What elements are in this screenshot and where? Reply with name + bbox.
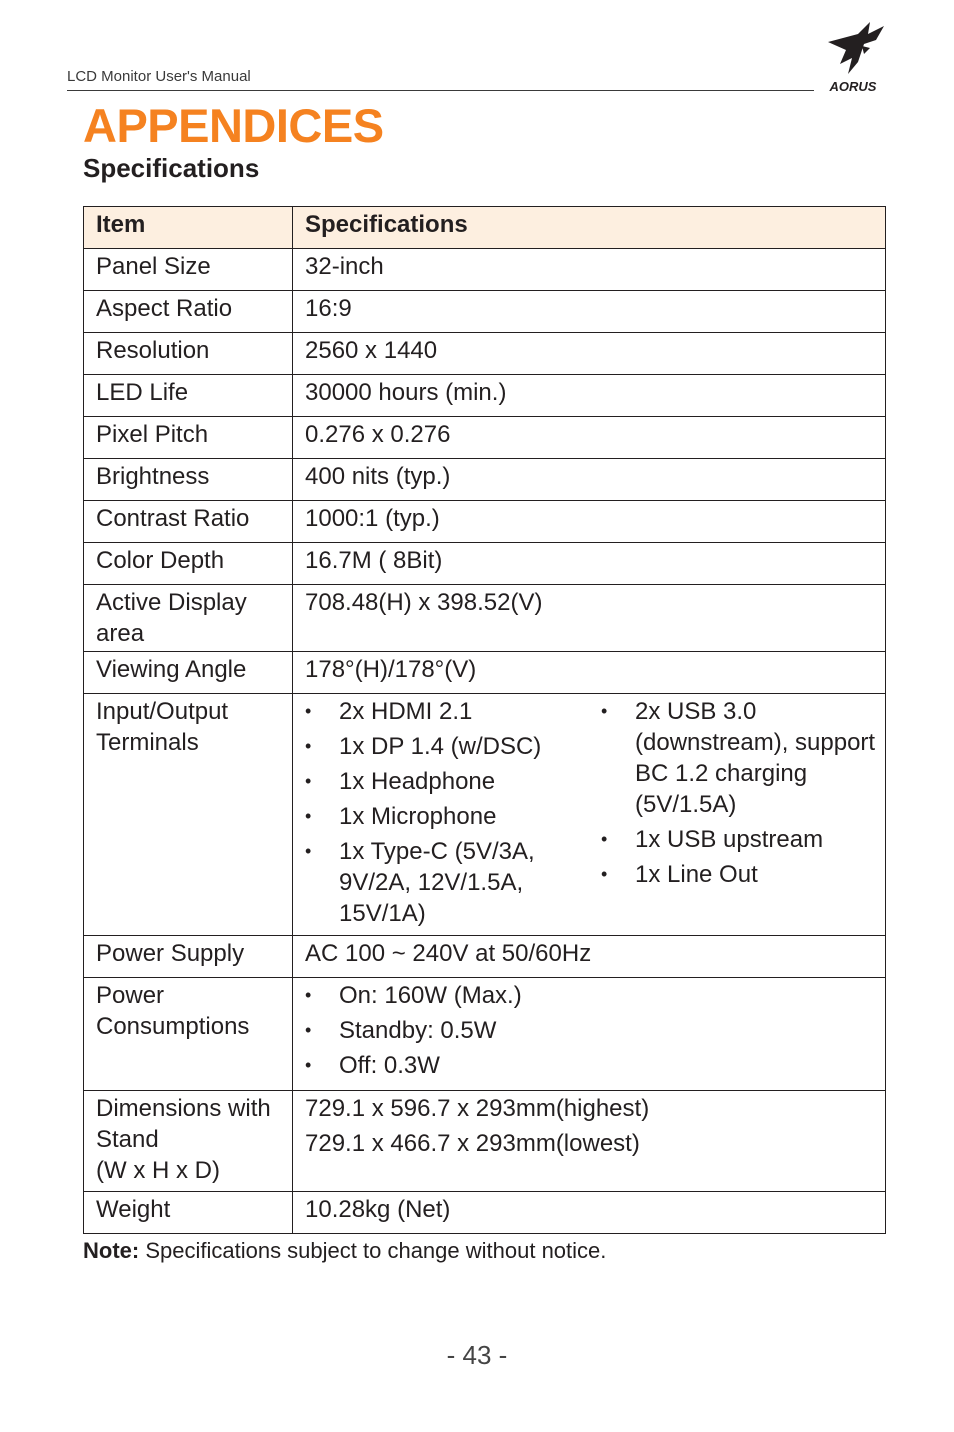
row-value: 708.48(H) x 398.52(V) xyxy=(293,585,886,652)
row-label: LED Life xyxy=(84,375,293,417)
note-text: Specifications subject to change without notice. xyxy=(139,1238,607,1263)
row-label: Resolution xyxy=(84,333,293,375)
table-row xyxy=(84,291,886,333)
table-row xyxy=(84,417,886,459)
footnote xyxy=(83,1238,606,1264)
row-label: Panel Size xyxy=(84,249,293,291)
list-item: • 2x USB 3.0 (downstream), support BC 1.2 charging (5V/1.5A) xyxy=(601,696,877,820)
list-item: • 1x Microphone xyxy=(305,801,601,832)
row-value: 16.7M ( 8Bit) xyxy=(293,543,886,585)
row-value: 32-inch xyxy=(293,249,886,291)
row-label xyxy=(84,1091,293,1192)
table-row xyxy=(84,652,886,694)
row-value xyxy=(293,694,886,936)
list-item: • 1x Line Out xyxy=(601,859,877,890)
table-row xyxy=(84,249,886,291)
row-value xyxy=(293,978,886,1091)
table-row xyxy=(84,1091,886,1192)
list-item: • 2x HDMI 2.1 xyxy=(305,696,601,727)
note-label: Note: xyxy=(83,1238,140,1263)
row-value: 30000 hours (min.) xyxy=(293,375,886,417)
table-row xyxy=(84,501,886,543)
column-header-specifications: Specifications xyxy=(293,207,886,249)
list-item: • 1x DP 1.4 (w/DSC) xyxy=(305,731,601,762)
list-item: • On: 160W (Max.) xyxy=(305,980,877,1011)
table-header-row xyxy=(84,207,886,249)
row-label: Aspect Ratio xyxy=(84,291,293,333)
table-row xyxy=(84,1192,886,1234)
row-value: 2560 x 1440 xyxy=(293,333,886,375)
table-row xyxy=(84,333,886,375)
table-row xyxy=(84,694,886,936)
column-header-item: Item xyxy=(84,207,293,249)
row-label: Brightness xyxy=(84,459,293,501)
table-row xyxy=(84,543,886,585)
list-item: • Off: 0.3W xyxy=(305,1050,877,1081)
row-label: Contrast Ratio xyxy=(84,501,293,543)
manual-title: LCD Monitor User's Manual xyxy=(67,68,251,85)
row-value: AC 100 ~ 240V at 50/60Hz xyxy=(293,936,886,978)
row-value: 0.276 x 0.276 xyxy=(293,417,886,459)
row-label: Viewing Angle xyxy=(84,652,293,694)
list-item: • 1x Headphone xyxy=(305,766,601,797)
list-item: • Standby: 0.5W xyxy=(305,1015,877,1046)
row-label: Active Display area xyxy=(84,585,293,652)
list-item: • 1x USB upstream xyxy=(601,824,877,855)
row-value xyxy=(293,1091,886,1192)
dimensions-lowest: 729.1 x 466.7 x 293mm(lowest) xyxy=(305,1130,640,1157)
row-value: 10.28kg (Net) xyxy=(293,1192,886,1234)
table-row xyxy=(84,585,886,652)
table-row xyxy=(84,978,886,1091)
aorus-logo xyxy=(818,20,888,94)
row-value: 16:9 xyxy=(293,291,886,333)
specifications-table xyxy=(83,206,886,1234)
dimensions-label: Dimensions with Stand xyxy=(96,1095,271,1153)
header-rule xyxy=(67,90,814,91)
row-label: Pixel Pitch xyxy=(84,417,293,459)
io-list-left xyxy=(305,696,601,933)
table-row xyxy=(84,459,886,501)
io-list-right xyxy=(601,696,877,933)
logo-text: AORUS xyxy=(829,79,877,94)
row-label: Weight xyxy=(84,1192,293,1234)
list-item: • 1x Type-C (5V/3A, 9V/2A, 12V/1.5A, 15V/1A) xyxy=(305,836,601,929)
row-value: 178°(H)/178°(V) xyxy=(293,652,886,694)
table-row xyxy=(84,375,886,417)
table-row xyxy=(84,936,886,978)
row-value: 400 nits (typ.) xyxy=(293,459,886,501)
page-title: APPENDICES xyxy=(83,99,384,152)
page-number: - 43 - xyxy=(446,1340,508,1370)
row-value: 1000:1 (typ.) xyxy=(293,501,886,543)
dimensions-highest: 729.1 x 596.7 x 293mm(highest) xyxy=(305,1095,650,1122)
dimensions-label-units: (W x H x D) xyxy=(96,1157,220,1184)
row-label: Power Supply xyxy=(84,936,293,978)
power-list xyxy=(305,980,877,1081)
row-label: Input/Output Terminals xyxy=(84,694,293,936)
row-label: Power Consumptions xyxy=(84,978,293,1091)
row-label: Color Depth xyxy=(84,543,293,585)
section-title: Specifications xyxy=(83,153,260,183)
